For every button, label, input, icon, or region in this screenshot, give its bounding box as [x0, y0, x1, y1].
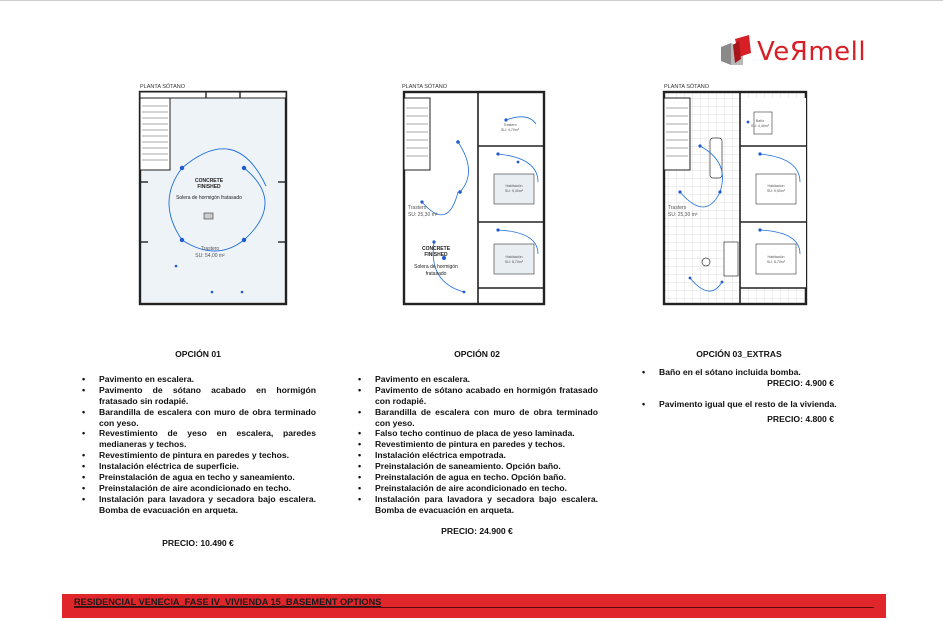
- option-title: OPCIÓN 02: [454, 349, 500, 359]
- vermell-logo-icon: [715, 35, 755, 69]
- plan-1-drawing: [136, 82, 296, 312]
- vermell-logo: [715, 34, 875, 70]
- list-item: • Preinstalación de saneamiento. Opción baño.: [356, 461, 598, 472]
- option-1-price: PRECIO: 10.490 €: [162, 537, 234, 548]
- floor-plan-option-2: [398, 82, 558, 312]
- option-2-list: [356, 374, 598, 516]
- room-name: Trastero: [200, 246, 220, 252]
- finish-title: CONCRETE: [194, 178, 224, 184]
- footer-title: RESIDENCIAL VENECIA_FASE IV_VIVIENDA 15_BASEMENT OPTIONS: [74, 597, 382, 607]
- small-room-name: Habitación: [505, 184, 523, 188]
- list-item: • Pavimento en escalera.: [80, 374, 316, 385]
- list-item: • Pavimento en escalera.: [356, 374, 598, 385]
- small-room-name: Baño: [755, 119, 765, 123]
- small-room-name: Habitación: [767, 184, 785, 188]
- room-name: Trastero: [408, 205, 427, 211]
- plan-label: PLANTA SÓTANO: [402, 84, 448, 90]
- list-item: • Instalación para lavadora y secadora bajo escalera. Bomba de evacuación en arqueta.: [80, 494, 316, 516]
- list-item: • Revestimiento de yeso en escalera, paredes medianeras y techos.: [80, 428, 316, 450]
- list-item: • Falso techo continuo de placa de yeso laminada.: [356, 428, 598, 439]
- footer-underline: [74, 607, 874, 608]
- finish-title: CONCRETE: [421, 246, 451, 252]
- extra-1-price: PRECIO: 4.900 €: [767, 377, 834, 388]
- finish-desc-line-2: fratasado: [425, 271, 447, 277]
- footer-banner: [62, 594, 886, 618]
- small-room-name: Habitación: [505, 255, 523, 259]
- small-room-area: SU: 4,70m²: [500, 128, 520, 132]
- list-item: • Preinstalación de aire acondicionado en techo.: [80, 483, 316, 494]
- plan-label: PLANTA SÓTANO: [140, 84, 186, 90]
- option-3-list: [640, 367, 838, 378]
- finish-desc-line-1: Solera de hormigón: [414, 264, 458, 270]
- small-room-area: SU: 4,40m²: [750, 124, 770, 128]
- small-room-area: SU: 9,40m²: [766, 189, 786, 193]
- list-item: • Pavimento igual que el resto de la vivienda.: [640, 399, 838, 410]
- option-1-column: [80, 349, 316, 549]
- finish-sub: FINISHED: [424, 252, 448, 258]
- room-name: Trastero: [668, 205, 687, 211]
- finish-sub: FINISHED: [197, 184, 221, 190]
- option-1-list: [80, 374, 316, 516]
- finish-desc: Solera de hormigón fratasado: [176, 195, 242, 201]
- list-item: • Preinstalación de aire acondicionado en techo.: [356, 483, 598, 494]
- room-area: SU: 54,00 m²: [195, 253, 225, 259]
- list-item: • Instalación eléctrica empotrada.: [356, 450, 598, 461]
- brand-name: VeЯmell: [757, 37, 867, 67]
- small-room-name: Trastero: [503, 123, 517, 127]
- option-title: OPCIÓN 01: [175, 349, 221, 359]
- small-room-name: Habitación: [767, 255, 785, 259]
- plan-3-drawing: [660, 82, 820, 312]
- list-item: • Instalación para lavadora y secadora bajo escalera. Bomba de evacuación en arqueta.: [356, 494, 598, 516]
- option-3-column: [640, 349, 838, 425]
- option-title: OPCIÓN 03_EXTRAS: [696, 349, 782, 359]
- room-area: SU: 25,30 m²: [408, 212, 438, 218]
- list-item: • Pavimento de sótano acabado en hormigón fratasado con rodapié.: [356, 385, 598, 407]
- floor-plan-option-3: [660, 82, 820, 312]
- list-item: • Baño en el sótano incluida bomba.: [640, 367, 838, 378]
- list-item: • Instalación eléctrica de superficie.: [80, 461, 316, 472]
- list-item: • Barandilla de escalera con muro de obra terminado con yeso.: [80, 407, 316, 429]
- plan-2-drawing: [398, 82, 558, 312]
- plan-label: PLANTA SÓTANO: [664, 84, 710, 90]
- small-room-area: SU: 8,70m²: [504, 260, 524, 264]
- list-item: • Barandilla de escalera con muro de obra terminado con yeso.: [356, 407, 598, 429]
- list-item: • Revestimiento de pintura en paredes y techos.: [356, 439, 598, 450]
- small-room-area: SU: 8,70m²: [766, 260, 786, 264]
- option-3-list-2: [640, 399, 838, 410]
- option-2-price: PRECIO: 24.900 €: [441, 525, 513, 536]
- list-item: • Preinstalación de agua en techo y saneamiento.: [80, 472, 316, 483]
- small-room-area: SU: 9,40m²: [504, 189, 524, 193]
- room-area: SU: 25,30 m²: [668, 212, 698, 218]
- extra-2-price: PRECIO: 4.800 €: [767, 413, 834, 424]
- list-item: • Revestimiento de pintura en paredes y techos.: [80, 450, 316, 461]
- top-border-line: [0, 0, 943, 1]
- list-item: • Pavimento de sótano acabado en hormigón fratasado sin rodapié.: [80, 385, 316, 407]
- option-2-column: [356, 349, 598, 537]
- floor-plan-option-1: [136, 82, 296, 312]
- list-item: • Preinstalación de agua en techo. Opción baño.: [356, 472, 598, 483]
